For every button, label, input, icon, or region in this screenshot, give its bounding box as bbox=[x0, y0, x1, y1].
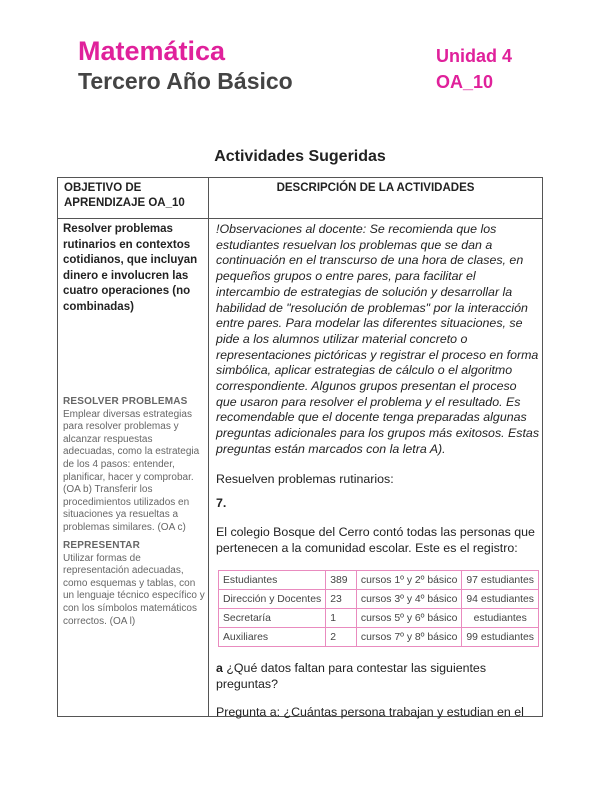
table-cell: Secretaría bbox=[219, 609, 326, 628]
table-cell: cursos 7º y 8º básico bbox=[356, 628, 462, 647]
table-cell: 99 estudiantes bbox=[462, 628, 539, 647]
table-cell: 94 estudiantes bbox=[462, 590, 539, 609]
problem-text: El colegio Bosque del Cerro contó todas las personas que pertenecen a la comunidad escolar. Este es el registro: bbox=[216, 525, 535, 555]
table-cell: 389 bbox=[326, 571, 357, 590]
skill-title: RESOLVER PROBLEMAS bbox=[63, 396, 188, 407]
table-cell: Dirección y Docentes bbox=[219, 590, 326, 609]
question-a bbox=[216, 661, 540, 692]
table-row bbox=[219, 571, 539, 590]
page-title: Actividades Sugeridas bbox=[214, 148, 386, 165]
table-row bbox=[219, 590, 539, 609]
skill-representar bbox=[63, 540, 206, 628]
table-cell: 1 bbox=[326, 609, 357, 628]
table-cell: cursos 3º y 4º básico bbox=[356, 590, 462, 609]
question-letter: a bbox=[216, 661, 223, 675]
table-cell: cursos 1º y 2º básico bbox=[356, 571, 462, 590]
skill-text: Utilizar formas de representación adecuadas, como esquemas y tablas, con un lenguaje técnico específico y con los símbolos matemáticos correctos. (OA l) bbox=[63, 552, 205, 627]
problem-number: 7. bbox=[216, 496, 227, 510]
registry-table bbox=[218, 570, 539, 647]
objective-column-header: OBJETIVO DE APRENDIZAJE OA_10 bbox=[64, 182, 185, 209]
pregunta-a: Pregunta a: ¿Cuántas persona trabajan y estudian en el bbox=[216, 705, 524, 719]
oa-label: OA_10 bbox=[436, 72, 494, 92]
learning-objective: Resolver problemas rutinarios en contextos cotidianos, que incluyan dinero e involucren las cuatro operaciones (no combinadas) bbox=[63, 223, 198, 313]
table-row bbox=[219, 628, 539, 647]
table-cell: 2 bbox=[326, 628, 357, 647]
activities-table bbox=[57, 177, 543, 717]
intro-text: Resuelven problemas rutinarios: bbox=[216, 472, 394, 486]
question-text: ¿Qué datos faltan para contestar las siguientes preguntas? bbox=[216, 661, 487, 691]
unit-label: Unidad 4 bbox=[436, 46, 513, 66]
table-cell: estudiantes bbox=[462, 609, 539, 628]
table-row bbox=[219, 609, 539, 628]
skill-resolver-problemas bbox=[63, 396, 206, 535]
grade-title: Tercero Año Básico bbox=[78, 68, 293, 94]
subject-title: Matemática bbox=[78, 36, 226, 66]
table-cell: Auxiliares bbox=[219, 628, 326, 647]
teacher-observations: !Observaciones al docente: Se recomienda que los estudiantes resuelvan los problemas que se dan a continuación en el transcurso de una hora de clases, en pequeños grupos o entre pares, para facilitar el intercambio de estrategias de solución y desarrollar la habilidad de "resolución de problemas" por la interacción entre pares. Para modelar las diferentes situaciones, se pide a los alumnos utilizar material concreto o representaciones pictóricas y registrar el proceso en forma simbólica, aplicar estrategias de cálculo o el algoritmo correspondiente. Algunos grupos presentan el proceso que usaron para resolver el problema y el resultado. Es recomendable que el docente tenga preparadas algunas preguntas adicionales para los grupos más exitosos. Estas preguntas están marcados con la letra A). bbox=[216, 222, 540, 456]
table-cell: cursos 5º y 6º básico bbox=[356, 609, 462, 628]
table-cell: Estudiantes bbox=[219, 571, 326, 590]
table-cell: 23 bbox=[326, 590, 357, 609]
skill-text: Emplear diversas estrategias para resolver problemas y alcanzar respuestas adecuadas, como la estrategia de los 4 pasos: entender, planificar, hacer y comprobar. (OA b) Transferir los procedimientos utilizados en situaciones ya resueltas a problemas similares. (OA c) bbox=[63, 408, 200, 533]
table-cell: 97 estudiantes bbox=[462, 571, 539, 590]
column-divider bbox=[208, 178, 209, 716]
header-divider bbox=[58, 218, 542, 219]
description-column-header: DESCRIPCIÓN DE LA ACTIVIDADES bbox=[276, 182, 475, 194]
skill-title: REPRESENTAR bbox=[63, 540, 141, 551]
